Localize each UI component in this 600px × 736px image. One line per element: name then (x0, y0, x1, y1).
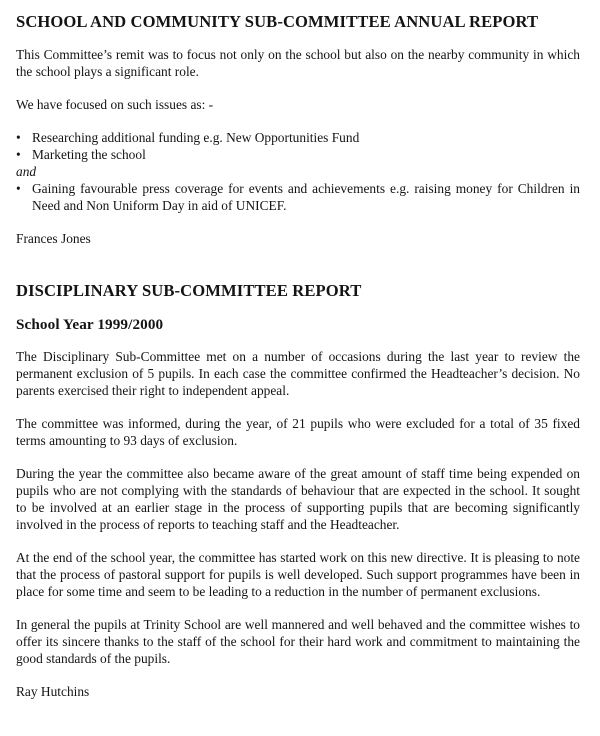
disciplinary-paragraph: The Disciplinary Sub-Committee met on a number of occasions during the last year to review the permanent exclusion of 5 pupils. In each case the committee confirmed the Headteacher’s decision. No parents exercised their right to independent appeal. (16, 349, 580, 398)
community-report-signature: Frances Jones (16, 231, 91, 246)
disciplinary-paragraph: At the end of the school year, the committee has started work on this new directive. It is pleasing to note that the process of pastoral support for pupils is well developed. Such support programmes have been in place for some time and seem to be leading to a reduction in the number of permanent exclusions. (16, 550, 580, 599)
list-connector: and (16, 164, 37, 179)
disciplinary-report-title: DISCIPLINARY SUB-COMMITTEE REPORT (16, 281, 362, 300)
bullet-icon: • (16, 147, 21, 162)
school-year-heading: School Year 1999/2000 (16, 316, 164, 333)
list-item-text: Gaining favourable press coverage for events and achievements e.g. raising money for Children in Need and Non Uniform Day in aid of UNICEF. (32, 181, 580, 213)
bullet-icon: • (16, 130, 21, 145)
list-item-text: Marketing the school (32, 147, 146, 162)
community-report-section (16, 12, 580, 247)
focus-lead-text: We have focused on such issues as: - (16, 97, 214, 112)
community-report-intro: This Committee’s remit was to focus not only on the school but also on the nearby community in which the school plays a significant role. (16, 47, 580, 79)
focus-issues-list-continued (16, 180, 580, 214)
disciplinary-paragraph: In general the pupils at Trinity School are well mannered and well behaved and the committee wishes to offer its sincere thanks to the staff of the school for their hard work and commitment to maintaining the good standards of the pupils. (16, 617, 580, 666)
list-item-text: Researching additional funding e.g. New Opportunities Fund (32, 130, 360, 145)
disciplinary-paragraph: The committee was informed, during the year, of 21 pupils who were excluded for a total of 35 fixed terms amounting to 93 days of exclusion. (16, 416, 580, 448)
bullet-icon: • (16, 181, 21, 196)
list-item (16, 146, 580, 163)
disciplinary-report-signature: Ray Hutchins (16, 684, 90, 699)
disciplinary-paragraph: During the year the committee also became aware of the great amount of staff time being expended on pupils who are not complying with the standards of behaviour that are expected in the school. It sought to be involved at an earlier stage in the process of supporting pupils that are becoming significantly involved in the process of reports to teaching staff and the Headteacher. (16, 466, 580, 532)
disciplinary-report-section (16, 281, 580, 700)
document-page (16, 12, 580, 700)
list-item (16, 180, 580, 214)
community-report-title: SCHOOL AND COMMUNITY SUB-COMMITTEE ANNUAL REPORT (16, 12, 539, 31)
list-item (16, 129, 580, 146)
focus-issues-list (16, 129, 580, 163)
